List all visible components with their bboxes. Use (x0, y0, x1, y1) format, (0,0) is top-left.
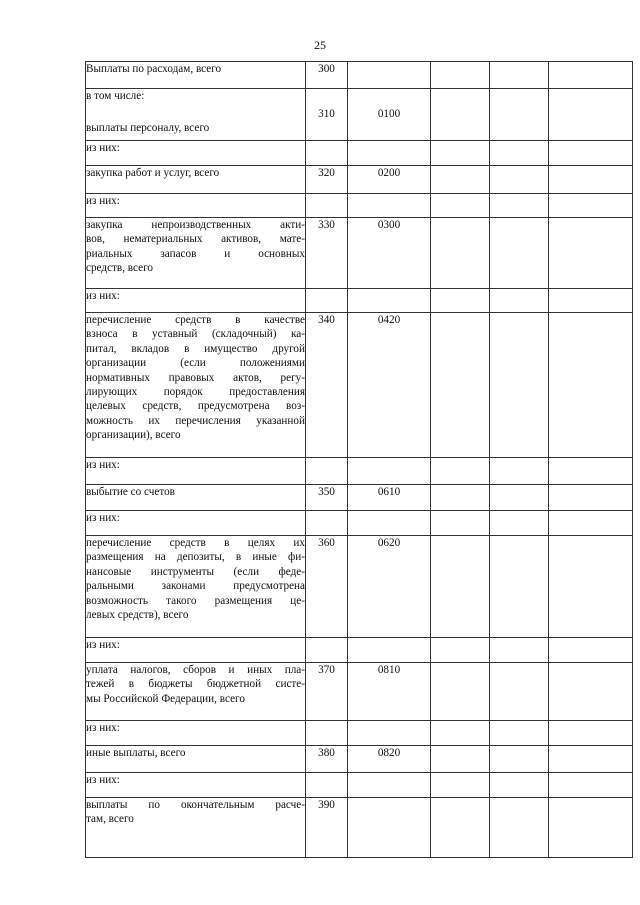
line-code: 320 (318, 167, 335, 179)
kosgu-code: 0820 (377, 747, 401, 759)
kosgu-code-cell (348, 458, 431, 485)
line-code-cell (306, 536, 348, 638)
kosgu-code: 0100 (377, 108, 401, 120)
page-number: 25 (314, 38, 326, 52)
amount-cell (490, 289, 549, 313)
kosgu-code-cell (348, 485, 431, 511)
amount-cell (549, 218, 633, 289)
kosgu-code-cell (348, 798, 431, 858)
amount-cell (490, 511, 549, 536)
row-label-line: выплаты по окончательным расче- (86, 799, 305, 811)
amount-cell (549, 166, 633, 194)
payments-table (85, 61, 633, 858)
row-label (86, 721, 306, 746)
line-code-cell (306, 194, 348, 218)
table-row (86, 536, 633, 638)
line-code-cell (306, 663, 348, 721)
table-body (86, 62, 633, 858)
row-label-line: риальных запасов и основных (86, 247, 305, 260)
line-code-cell (306, 313, 348, 458)
row-label-line: мы Российской Федерации, всего (86, 692, 245, 705)
line-code-cell (306, 62, 348, 89)
line-code-cell (306, 485, 348, 511)
row-label (86, 289, 306, 313)
row-label (86, 458, 306, 485)
amount-cell (431, 218, 490, 289)
amount-cell (490, 485, 549, 511)
row-label (86, 638, 306, 663)
row-label-line: перечисление средств в целях их (86, 537, 305, 549)
row-label-line: закупка работ и услуг, всего (86, 167, 220, 179)
amount-cell (490, 62, 549, 89)
kosgu-code: 0810 (377, 664, 401, 676)
amount-cell (549, 89, 633, 141)
kosgu-code: 0300 (377, 219, 401, 231)
kosgu-code-cell (348, 141, 431, 166)
amount-cell (490, 313, 549, 458)
amount-cell (549, 721, 633, 746)
line-code: 350 (318, 486, 335, 498)
row-label-line: взноса в уставный (складочный) ка- (86, 328, 305, 341)
line-code-cell (306, 638, 348, 663)
kosgu-code: 0610 (377, 486, 401, 498)
amount-cell (549, 194, 633, 218)
amount-cell (549, 638, 633, 663)
line-code-cell (306, 218, 348, 289)
amount-cell (490, 458, 549, 485)
amount-cell (431, 289, 490, 313)
amount-cell (431, 194, 490, 218)
amount-cell (431, 536, 490, 638)
amount-cell (490, 166, 549, 194)
kosgu-code-cell (348, 536, 431, 638)
row-label-line: закупка непроизводственных акти- (86, 219, 305, 231)
kosgu-code: 0200 (377, 167, 401, 179)
amount-cell (431, 638, 490, 663)
row-label-line: средств, всего (86, 262, 153, 275)
row-label-line: возможность такого размещения це- (86, 594, 305, 607)
row-label-line: из них: (86, 639, 120, 651)
line-code: 370 (318, 664, 335, 676)
amount-cell (490, 141, 549, 166)
kosgu-code-cell (348, 746, 431, 773)
row-label-line: питал, вкладов в имущество другой (86, 342, 305, 355)
row-label-line: вов, нематериальных активов, мате- (86, 233, 305, 246)
table-subheader-row (86, 638, 633, 663)
row-label-line: левых средств), всего (86, 609, 189, 622)
row-label-line: размещения на депозиты, в иные фи- (86, 551, 305, 564)
row-label-line: из них: (86, 512, 120, 524)
amount-cell (431, 313, 490, 458)
amount-cell (490, 536, 549, 638)
row-label (86, 89, 306, 141)
row-label-line: нормативных правовых актов, регу- (86, 371, 305, 384)
amount-cell (490, 746, 549, 773)
kosgu-code-cell (348, 511, 431, 536)
row-label-line: выплаты персоналу, всего (86, 122, 210, 135)
line-code-cell (306, 511, 348, 536)
amount-cell (431, 773, 490, 798)
row-label-line: Выплаты по расходам, всего (86, 63, 222, 75)
row-label-line: лирующих порядок предоставления (86, 386, 305, 399)
row-label (86, 798, 306, 858)
row-label-line: из них: (86, 290, 120, 302)
row-label (86, 313, 306, 458)
amount-cell (431, 141, 490, 166)
amount-cell (490, 194, 549, 218)
row-label-line: из них: (86, 459, 120, 471)
amount-cell (431, 663, 490, 721)
row-label-line: уплата налогов, сборов и иных пла- (86, 664, 305, 676)
row-label-line: иные выплаты, всего (86, 747, 186, 759)
amount-cell (490, 663, 549, 721)
amount-cell (549, 663, 633, 721)
table-row (86, 89, 633, 141)
amount-cell (549, 485, 633, 511)
table-subheader-row (86, 289, 633, 313)
table-subheader-row (86, 194, 633, 218)
row-label-line: нансовые инструменты (если феде- (86, 565, 305, 578)
amount-cell (431, 721, 490, 746)
line-code: 360 (318, 537, 335, 549)
line-code-cell (306, 746, 348, 773)
kosgu-code: 0420 (377, 314, 401, 326)
row-label-line: из них: (86, 722, 120, 734)
row-label (86, 536, 306, 638)
kosgu-code-cell (348, 218, 431, 289)
row-label (86, 773, 306, 798)
row-label (86, 511, 306, 536)
amount-cell (549, 458, 633, 485)
amount-cell (431, 166, 490, 194)
line-code: 300 (318, 63, 335, 75)
amount-cell (490, 218, 549, 289)
amount-cell (549, 746, 633, 773)
line-code-cell (306, 798, 348, 858)
amount-cell (549, 313, 633, 458)
table-subheader-row (86, 141, 633, 166)
line-code-cell (306, 721, 348, 746)
kosgu-code-cell (348, 313, 431, 458)
amount-cell (431, 511, 490, 536)
row-label-line: целевых средств, предусмотрена воз- (86, 400, 305, 413)
row-label-line: ральными законами предусмотрена (86, 580, 305, 593)
kosgu-code-cell (348, 194, 431, 218)
line-code: 310 (318, 108, 335, 120)
kosgu-code-cell (348, 638, 431, 663)
amount-cell (549, 511, 633, 536)
amount-cell (549, 141, 633, 166)
row-label (86, 194, 306, 218)
row-label-line: перечисление средств в качестве (86, 314, 305, 326)
row-label (86, 166, 306, 194)
line-code: 380 (318, 747, 335, 759)
line-code-cell (306, 166, 348, 194)
table-subheader-row (86, 458, 633, 485)
amount-cell (549, 289, 633, 313)
amount-cell (431, 62, 490, 89)
row-label-line: можность их перечисления указанной (86, 414, 305, 427)
amount-cell (490, 638, 549, 663)
amount-cell (549, 773, 633, 798)
row-label (86, 62, 306, 89)
kosgu-code-cell (348, 721, 431, 746)
table-subheader-row (86, 773, 633, 798)
amount-cell (490, 798, 549, 858)
amount-cell (431, 485, 490, 511)
row-label (86, 485, 306, 511)
table-row (86, 798, 633, 858)
line-code: 340 (318, 314, 335, 326)
line-code: 330 (318, 219, 335, 231)
kosgu-code-cell (348, 89, 431, 141)
amount-cell (490, 89, 549, 141)
row-label-line: выбытие со счетов (86, 486, 175, 498)
table-subheader-row (86, 511, 633, 536)
kosgu-code-cell (348, 62, 431, 89)
table-row (86, 663, 633, 721)
line-code: 390 (318, 799, 335, 811)
line-code-cell (306, 89, 348, 141)
line-code-cell (306, 458, 348, 485)
amount-cell (431, 89, 490, 141)
table-row (86, 218, 633, 289)
row-label (86, 746, 306, 773)
amount-cell (490, 773, 549, 798)
row-label-line: организации (если положениями (86, 357, 305, 370)
amount-cell (431, 798, 490, 858)
table-row (86, 746, 633, 773)
row-label (86, 218, 306, 289)
row-label-line: из них: (86, 774, 120, 786)
amount-cell (431, 746, 490, 773)
row-label (86, 141, 306, 166)
row-label (86, 663, 306, 721)
line-code-cell (306, 773, 348, 798)
amount-cell (431, 458, 490, 485)
table-subheader-row (86, 721, 633, 746)
table-row (86, 313, 633, 458)
line-code-cell (306, 141, 348, 166)
amount-cell (549, 62, 633, 89)
kosgu-code-cell (348, 166, 431, 194)
row-label-line: тежей в бюджеты бюджетной систе- (86, 678, 305, 691)
row-label-line: из них: (86, 195, 120, 207)
kosgu-code: 0620 (377, 537, 401, 549)
amount-cell (549, 798, 633, 858)
row-label-line: организации), всего (86, 429, 181, 442)
row-label-line: из них: (86, 142, 120, 154)
table-row (86, 485, 633, 511)
kosgu-code-cell (348, 663, 431, 721)
line-code-cell (306, 289, 348, 313)
kosgu-code-cell (348, 773, 431, 798)
amount-cell (490, 721, 549, 746)
row-label-intro: в том числе: (86, 90, 145, 102)
row-label-line: там, всего (86, 813, 134, 826)
kosgu-code-cell (348, 289, 431, 313)
amount-cell (549, 536, 633, 638)
table-row (86, 62, 633, 89)
table-row (86, 166, 633, 194)
